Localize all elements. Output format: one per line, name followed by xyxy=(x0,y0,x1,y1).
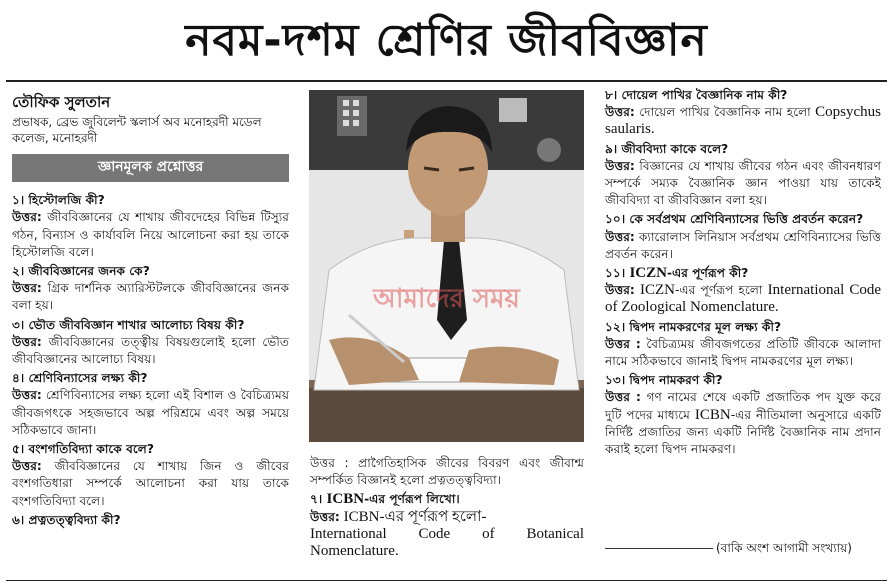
answer-10: উত্তর: ক্যারোলাস লিনিয়াস সর্বপ্রথম শ্রেণিবিন্যাসের ভিত্তি প্রবর্তন করেন। xyxy=(605,229,882,261)
student-illustration xyxy=(309,90,584,442)
question-9: ৯। জীববিদ্যা কাকে বলে? xyxy=(605,141,729,156)
answer-8: উত্তর: দোয়েল পাখির বৈজ্ঞানিক নাম হলো Copsychus saularis. xyxy=(605,104,881,138)
answer-4: উত্তর: শ্রেণিবিন্যাসের লক্ষ্য হলো এই বিশাল ও বৈচিত্র্যময় জীবজগৎকে সহজভাবে অল্প পরিশ্রমে এবং অল্প সময়ে সঠিকভাবে জানা। xyxy=(12,388,289,437)
question-2: ২। জীববিজ্ঞানের জনক কে? xyxy=(12,264,150,279)
question-12: ১২। দ্বিপদ নামকরণের মূল লক্ষ্য কী? xyxy=(605,319,782,334)
question-6: ৬। প্রত্নতত্ত্ববিদ্যা কী? xyxy=(12,512,121,527)
answer-7: উত্তর: ICBN-এর পূর্ণরূপ হলো- xyxy=(310,508,487,525)
answer-1: উত্তর: জীববিজ্ঞানের যে শাখায় জীবদেহের বিভিন্ন টিস্যুর গঠন, বিন্যাস ও কার্যাবলি নিয়ে আলোচনা করা হয় তাকে হিস্টোলজি বলে। xyxy=(12,210,289,259)
answer-11: উত্তর: ICZN-এর পূর্ণরূপ হলো International Code of Zoological Nomenclature. xyxy=(605,282,882,316)
answer-2: উত্তর: গ্রিক দার্শনিক অ্যারিস্টটলকে জীববিজ্ঞানের জনক বলা হয়। xyxy=(12,281,289,313)
answer-6: উত্তর : প্রাগৈতিহাসিক জীবের বিবরণ এবং জীবাশ্ম সম্পর্কিত বিজ্ঞানই হলো প্রত্নতত্ত্ববিদ্যা। xyxy=(310,456,584,488)
answer-5: উত্তর: জীববিজ্ঞানের যে শাখায় জিন ও জীবের বংশগতিধারা সম্পর্কে আলোচনা করা যায় তাকে বংশগতিবিদ্যা বলে। xyxy=(12,459,289,508)
question-8: ৮। দোয়েল পাখির বৈজ্ঞানিক নাম কী? xyxy=(605,88,788,102)
column-right xyxy=(605,85,881,458)
question-4: ৪। শ্রেণিবিন্যাসের লক্ষ্য কী? xyxy=(12,371,148,386)
answer-3: উত্তর: জীববিজ্ঞানের তত্ত্বীয় বিষয়গুলোই হলো ভৌত জীববিজ্ঞানের আলোচ্য বিষয়। xyxy=(12,334,289,367)
author-name: তৌফিক সুলতান xyxy=(12,93,111,111)
column-left xyxy=(12,92,289,529)
continued-note: (বাকি অংশ আগামী সংখ্যায়) xyxy=(716,541,852,555)
answer-7-fullform: International Code of Botanical Nomenclature. xyxy=(310,525,584,559)
question-3: ৩। ভৌত জীববিজ্ঞান শাখার আলোচ্য বিষয় কী? xyxy=(12,317,245,332)
newspaper-watermark: আমাদের সময় xyxy=(373,284,520,314)
answer-13: উত্তর : গণ নামের শেষে একটি প্রজাতিক পদ যুক্ত করে দুটি পদের মাধ্যমে ICBN-এর নীতিমালা অনুসারে একটি নির্দিষ্ট প্রজাতির জন্য একটি নির্দিষ্ট বৈজ্ঞানিক নাম প্রদান করাই হলো দ্বিপদ নামকরণ। xyxy=(605,390,882,457)
student-photo xyxy=(309,90,584,442)
author-designation: প্রভাষক, ব্রেভ জুবিলেন্ট স্কলার্স অব মনোহরদী মডেল কলেজ, মনোহরদী xyxy=(12,115,262,145)
column-middle-text xyxy=(310,455,584,560)
masthead-divider xyxy=(6,80,887,82)
bottom-divider xyxy=(6,580,887,581)
footer-rule xyxy=(605,548,713,549)
question-5: ৫। বংশগতিবিদ্যা কাকে বলে? xyxy=(12,442,154,457)
page-title: নবম-দশম শ্রেণির জীববিজ্ঞান xyxy=(185,15,708,66)
section-title: জ্ঞানমূলক প্রশ্নোত্তর xyxy=(12,154,289,182)
answer-12: উত্তর : বৈচিত্র্যময় জীবজগতের প্রতিটি জীবকে আলাদা নামে সঠিকভাবে জানাই দ্বিপদ নামকরণের মূল লক্ষ্য। xyxy=(605,336,882,369)
question-1: ১। হিস্টোলজি কী? xyxy=(12,193,105,208)
question-13: ১৩। দ্বিপদ নামকরণ কী? xyxy=(605,373,723,388)
question-7: ৭। ICBN-এর পূর্ণরূপ লিখো। xyxy=(310,491,460,508)
question-11: ১১। ICZN-এর পূর্ণরূপ কী? xyxy=(605,265,749,282)
answer-9: উত্তর: বিজ্ঞানের যে শাখায় জীবের গঠন এবং জীবনধারণ সম্পর্কে সম্যক বৈজ্ঞানিক জ্ঞান পাওয়া যায় তাকেই জীববিদ্যা বা জীববিজ্ঞান বলা হয়। xyxy=(605,158,881,208)
question-10: ১০। কে সর্বপ্রথম শ্রেণিবিন্যাসের ভিত্তি প্রবর্তন করেন? xyxy=(605,212,864,227)
